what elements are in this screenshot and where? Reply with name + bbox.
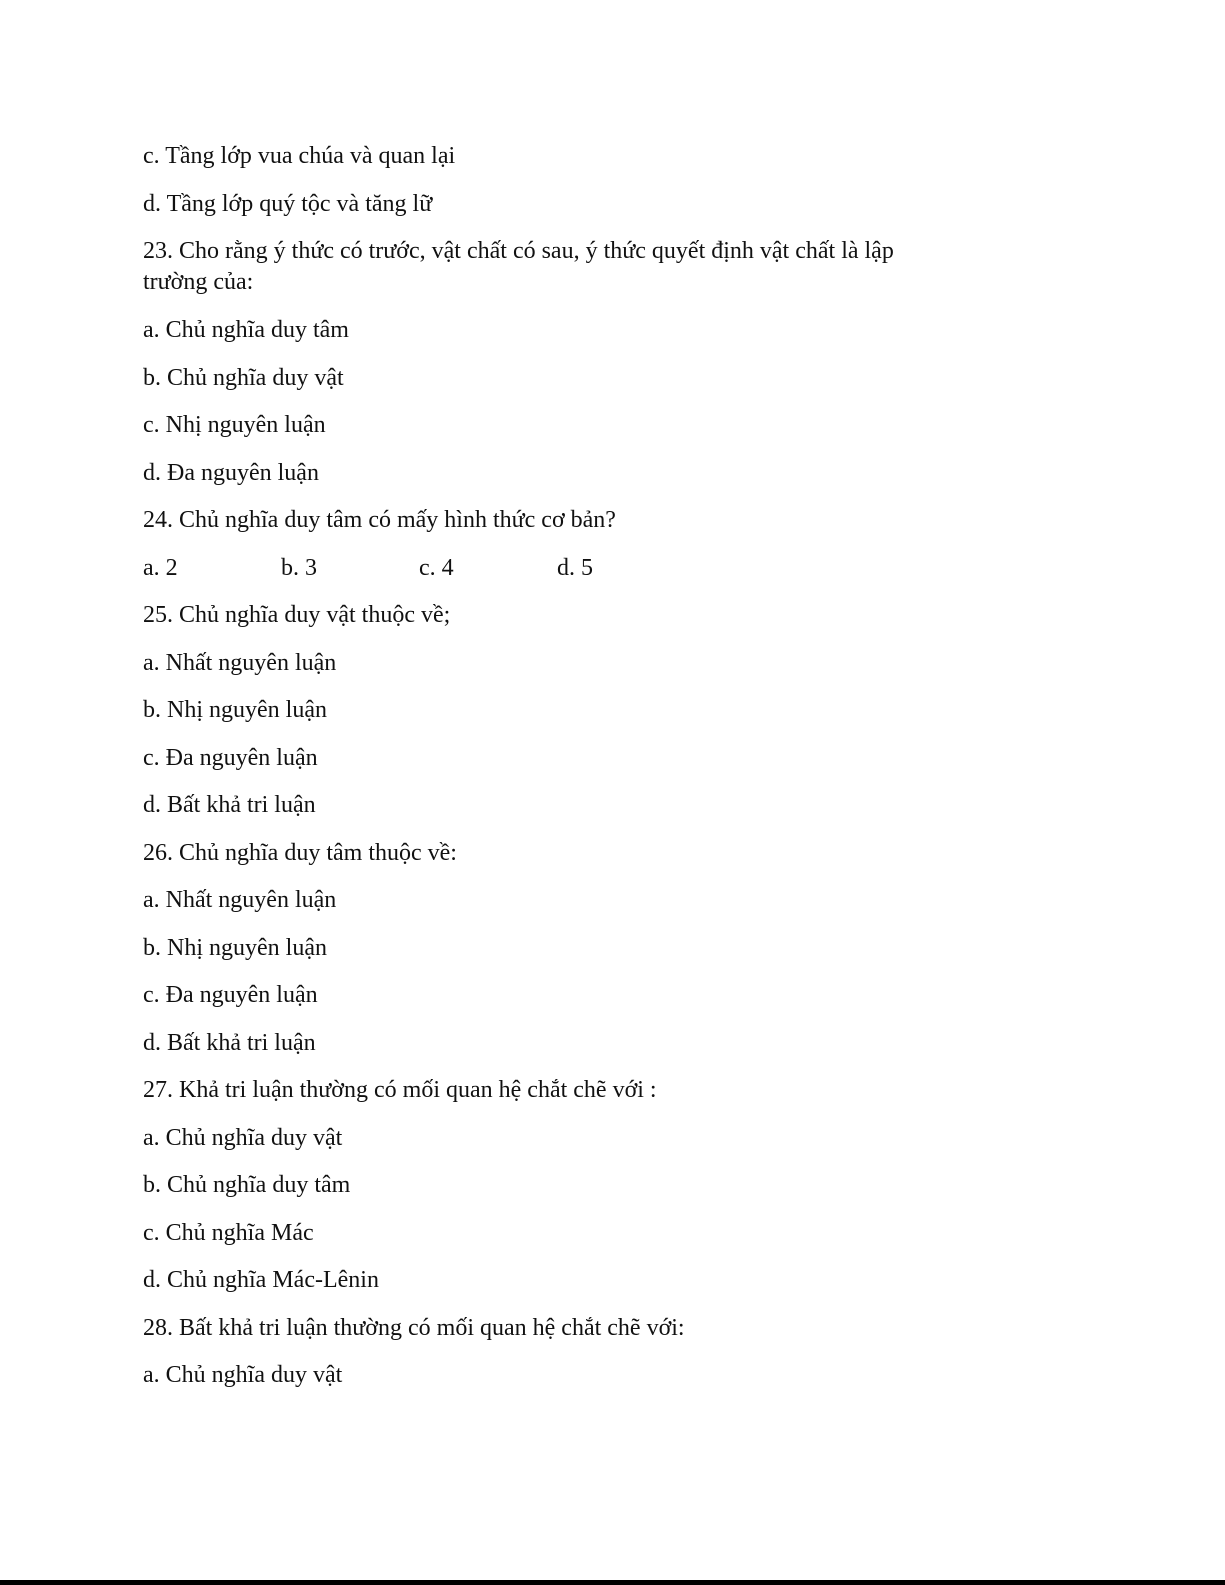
- option-line: a. Chủ nghĩa duy tâm: [143, 317, 349, 343]
- option-line: d. Đa nguyên luận: [143, 459, 319, 486]
- page-bottom-border: [0, 1580, 1225, 1585]
- question-27: 27. Khả tri luận thường có mối quan hệ chắt chẽ với :: [143, 1077, 657, 1103]
- question-24: 24. Chủ nghĩa duy tâm có mấy hình thức cơ bản?: [143, 507, 616, 533]
- option-line: d. Chủ nghĩa Mác-Lênin: [143, 1267, 379, 1293]
- option-line: b. Chủ nghĩa duy tâm: [143, 1172, 351, 1198]
- option-line: b. Nhị nguyên luận: [143, 934, 327, 961]
- option-row: [143, 553, 943, 583]
- option-line: c. Đa nguyên luận: [143, 982, 318, 1008]
- question-26: 26. Chủ nghĩa duy tâm thuộc về:: [143, 839, 457, 866]
- option-line: c. Chủ nghĩa Mác: [143, 1219, 314, 1246]
- option-line: c. Nhị nguyên luận: [143, 412, 326, 438]
- question-25: 25. Chủ nghĩa duy vật thuộc về;: [143, 602, 451, 628]
- option-line: b. Nhị nguyên luận: [143, 697, 327, 723]
- option-line: a. Chủ nghĩa duy vật: [143, 1362, 343, 1388]
- option-d: d. 5: [557, 554, 593, 581]
- option-line: d. Bất khả tri luận: [143, 792, 316, 818]
- option-c: c. 4: [419, 554, 454, 581]
- option-line: c. Đa nguyên luận: [143, 744, 318, 771]
- option-a: a. 2: [143, 554, 178, 581]
- option-line: c. Tầng lớp vua chúa và quan lại: [143, 143, 456, 169]
- option-b: b. 3: [281, 554, 317, 581]
- option-line: a. Chủ nghĩa duy vật: [143, 1124, 343, 1151]
- quiz-content: [143, 141, 943, 1408]
- question-28: 28. Bất khả tri luận thường có mối quan hệ chắt chẽ với:: [143, 1314, 685, 1341]
- option-line: d. Tầng lớp quý tộc và tăng lữ: [143, 190, 433, 217]
- option-line: a. Nhất nguyên luận: [143, 887, 337, 913]
- question-23: 23. Cho rằng ý thức có trước, vật chất có sau, ý thức quyết định vật chất là lập trường của:: [143, 238, 894, 295]
- option-line: b. Chủ nghĩa duy vật: [143, 364, 344, 391]
- option-line: d. Bất khả tri luận: [143, 1029, 316, 1056]
- option-line: a. Nhất nguyên luận: [143, 649, 337, 676]
